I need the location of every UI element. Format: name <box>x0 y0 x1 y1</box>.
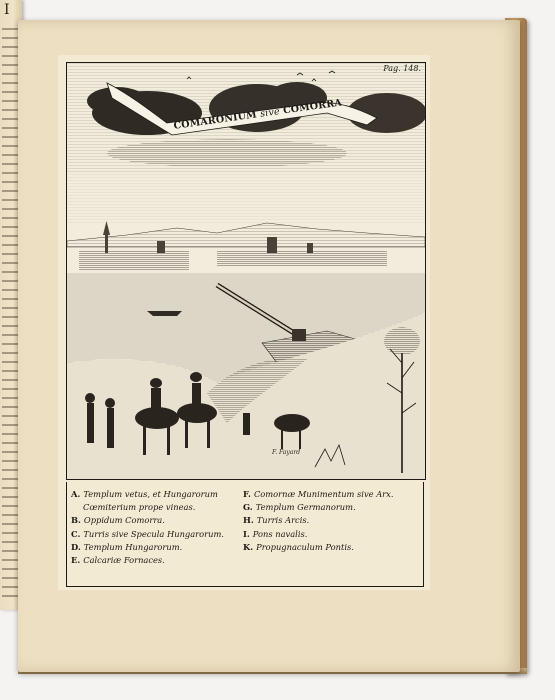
legend-item <box>71 554 243 567</box>
legend-key: H. <box>243 515 254 526</box>
engraving-image <box>66 62 426 480</box>
legend-key: I. <box>243 528 250 539</box>
engraving-drawing <box>67 63 425 479</box>
plate-legend <box>66 482 424 587</box>
legend-key: B. <box>71 515 81 526</box>
legend-text: Comornæ Munimentum sive Arx. <box>253 489 394 499</box>
legend-key: A. <box>71 489 81 499</box>
left-page-marker: I <box>4 2 10 18</box>
legend-item <box>243 514 419 527</box>
legend-key: K. <box>243 541 254 552</box>
banner-title-end: COMORRA <box>282 97 343 117</box>
legend-key: D. <box>71 541 81 552</box>
legend-item <box>71 528 243 541</box>
legend-key: E. <box>71 555 81 566</box>
legend-text: Turris sive Specula Hungarorum. <box>83 528 224 539</box>
legend-item <box>243 541 419 554</box>
legend-key: C. <box>71 528 81 539</box>
legend-text: Calcariæ Fornaces. <box>83 555 165 566</box>
legend-text: Turris Arcis. <box>256 515 310 526</box>
legend-text: Templum Hungarorum. <box>83 541 183 552</box>
boat <box>147 311 182 316</box>
legend-item <box>243 501 419 514</box>
engraver-signature: F. Fayard <box>272 449 301 456</box>
legend-text: Templum Germanorum. <box>255 502 356 513</box>
legend-text: Oppidum Comorra. <box>83 515 165 526</box>
banner-title-main: COMARONIUM <box>173 109 258 132</box>
legend-item <box>71 488 243 501</box>
banner-title-sive: sive <box>259 106 281 120</box>
legend-key: G. <box>243 502 253 513</box>
page-reference: Pag. 148. <box>383 64 421 73</box>
legend-key: F. <box>243 489 251 499</box>
legend-item <box>71 514 243 527</box>
legend-text: Cœmiterium prope vineas. <box>83 502 196 513</box>
legend-column-right <box>243 488 419 554</box>
legend-text: Templum vetus, et Hungarorum <box>83 489 218 499</box>
legend-column-left <box>71 488 243 567</box>
legend-item <box>71 541 243 554</box>
legend-text: Propugnaculum Pontis. <box>256 541 354 552</box>
legend-item <box>71 501 243 514</box>
legend-text: Pons navalis. <box>252 528 308 539</box>
legend-item <box>243 528 419 541</box>
legend-item <box>243 488 419 501</box>
